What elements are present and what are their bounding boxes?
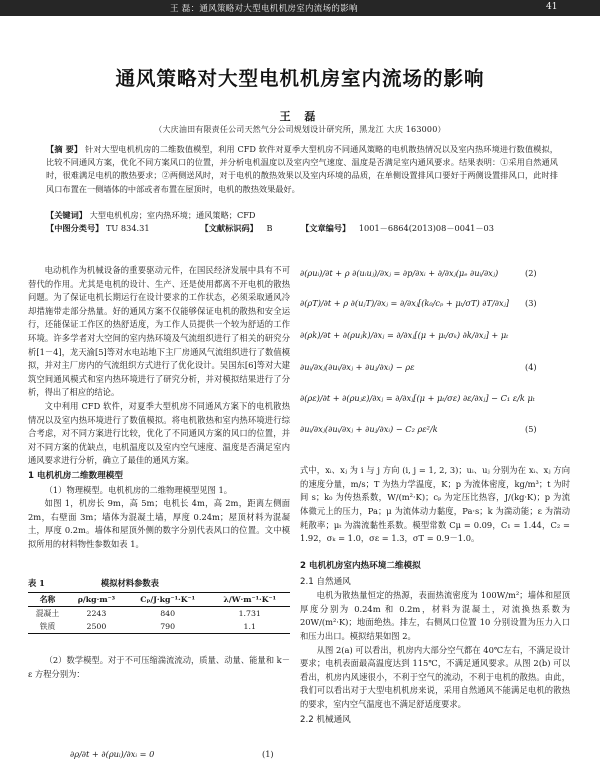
classification-line [46, 223, 558, 234]
table-cell: 2500 [86, 622, 107, 631]
author: 王 磊 [279, 110, 321, 123]
intro-paragraph-2: 文中利用 CFD 软件，对夏季大型机房不同通风方案下的电机散热情况以及室内热环境进行了数值模拟。将电机散热和室内热环境进行综合考虑，对不同方案进行比较，优化了不同通风方案的风口的位置，并对不同方案的优缺点，电机温度以及室内空气速度、温度是否满足室内通风要求进行分析，确立了最佳的通风方案。 [28, 400, 290, 466]
clc-label: 【中图分类号】 [46, 223, 104, 233]
equation-3: ∂(ρT)/∂t + ρ ∂(uⱼT)/∂xⱼ = ∂/∂xⱼ[(k₀/cₚ + μₜ/σT) ∂T/∂xⱼ] [300, 298, 509, 308]
table-caption-text: 模拟材料参数表 [100, 578, 159, 588]
equation-4: ∂(ρk)/∂t + ∂(ρuⱼk)/∂xⱼ = ∂/∂xⱼ[(μ + μₜ/σₖ) ∂k/∂xⱼ] + μₜ [300, 330, 509, 340]
table-header-row [28, 593, 290, 607]
table-header-cell: ρ/kg·m⁻³ [77, 595, 116, 604]
natural-ventilation-paragraph-1: 电机为散热量恒定的热源，表面热流密度为 100W/m²；墙体和屋顶厚度分别为 0.24m 和 0.2m，材料为混凝土，对流换热系数为 20W/(m²·K)；地面绝热。排左，右侧风口位置 10 分别设置为压力入口和压力出口。模拟结果如图 2。 [300, 590, 570, 641]
table-header-cell: λ/W·m⁻¹·K⁻¹ [223, 595, 277, 604]
table-cell: 混凝土 [35, 609, 60, 618]
table-caption-number: 表 1 [28, 578, 45, 588]
table-cell: 2243 [86, 609, 107, 618]
running-title: 王 磊：通风策略对大型电机机房室内流场的影响 [170, 4, 358, 14]
abstract [46, 143, 558, 196]
physical-model-heading: （1）物理模型。电机机房的二维物理模型见图 1。 [44, 484, 233, 495]
table-caption [28, 577, 290, 589]
running-header [0, 0, 600, 16]
article-label: 【文章编号】 [301, 223, 351, 233]
material-table [28, 592, 290, 634]
table-cell: 1.1 [243, 622, 256, 631]
affiliation: （大庆油田有限责任公司天然气分公司规划设计研究所，黑龙江 大庆 163000） [154, 125, 446, 134]
equation-2: ∂(ρuᵢ)/∂t + ρ ∂(uᵢuⱼ)/∂xⱼ = ∂p/∂xᵢ + ∂/∂xⱼ(μₑ ∂uᵢ/∂xⱼ) [300, 268, 499, 278]
page-number: 41 [546, 2, 558, 12]
table-row [28, 607, 290, 621]
equation-1-number: (1) [262, 749, 274, 759]
table-cell: 840 [160, 609, 176, 618]
abstract-text: 针对大型电机机房的二维数值模型，利用 CFD 软件对夏季大型机房不同通风策略的电机散热情况以及室内热环境进行数值模拟，比较不同通风方案，优化不同方案风口的位置，并分析电机温度以及室内空气速度、温度是否满足室内通风要求。结果表明：①采用自然通风时，很难满足电机的散热要求；②两侧送风时，对于电机的散热效果以及室内环境的品质，在单侧设置排风口要好于两侧设置排风口，此时排风口布置在一侧墙体的中部或者布置在屋顶时，电机的散热效果最好。 [46, 144, 558, 194]
equation-5-continued: ∂uᵢ/∂xⱼ(∂uᵢ/∂xⱼ + ∂uⱼ/∂xᵢ) − C₂ ρε²/k [300, 424, 438, 434]
equation-5-number: (5) [525, 424, 537, 434]
table-cell: 1.731 [238, 609, 261, 618]
paper-title: 通风策略对大型电机机房室内流场的影响 [115, 67, 485, 90]
keywords-text: 大型电机机房；室内热环境；通风策略；CFD [89, 210, 256, 220]
natural-ventilation-paragraph-2: 从图 2(a) 可以看出，机房内大部分空气都在 40℃左右，不满足设计要求；电机表面最高温度达到 115℃，不满足通风要求。从图 2(b) 可以看出，机房内风速很小，不利于空气的流动，不利于电机的散热。由此，我们可以看出对于大型电机机房来说，采用自然通风不能满足电机的散热的要求，室内空气温度也不满足舒适度要求。 [300, 644, 570, 709]
left-column-bottom [28, 654, 290, 681]
table-header-cell: 名称 [39, 595, 56, 604]
equation-3-number: (3) [525, 298, 537, 308]
table-row [28, 620, 290, 634]
doc-label: 【文献标识码】 [200, 223, 258, 233]
right-column [300, 558, 570, 727]
table-header-cell: Cₚ/J·kg⁻¹·K⁻¹ [140, 595, 196, 604]
intro-paragraph-1: 电动机作为机械设备的重要驱动元件，在国民经济发展中具有不可替代的作用。尤其是电机的设计、生产、还是使用都离不开电机的散热问题。为了保证电机长期运行在设计要求的工作状态，必须采取通风冷却措施带走部分热量。好的通风方案不仅能够保证电机的散热和安全运行，还能保证工作区的热舒适度，为工作人员提供一个较为舒适的工作环境。许多学者对大空间的室内热环境及气流组织进行了相关的研究分析[1－4]，龙天渝[5]等对水电站地下主厂房通风气流组织进行了数值模拟，并对主厂房内的气流组织方式进行了优化设计。吴国东[6]等对大建筑空间通风模式和室内热环境进行了研究分析，并对模拟结果进行了分析，得出了相应的结论。 [28, 265, 290, 398]
variable-definitions-text: 式中，xᵢ、xⱼ 为 i 与 j 方向 (i, j = 1, 2, 3)；uᵢ、uⱼ 分别为在 xᵢ、xⱼ 方向的速度分量，m/s；T 为热力学温度，K；p 为流体密度，kg/m³；t 为时间 s；k₀ 为传热系数，W/(m²·K)；cₚ 为定压比热容，J/(kg·K)；p 为流体微元上的压力，Pa；μ 为流体动力黏度，Pa·s；k 为湍动能；ε 为湍动耗散率；μₜ 为湍流黏性系数。模型常数 Cμ = 0.09，C₁ = 1.44，C₂ = 1.92，σₖ = 1.0，σε = 1.3，σT = 0.9－1.0。 [300, 465, 570, 544]
doc-value: B [266, 223, 273, 233]
article-value: 1001－6864(2013)08－0041－03 [358, 223, 494, 233]
abstract-label: 【摘 要】 [46, 144, 83, 154]
equation-5: ∂(ρε)/∂t + ∂(ρuⱼε)/∂xⱼ = ∂/∂xⱼ[(μ + μₜ/σε) ∂ε/∂xⱼ] − C₁ ε/k μₜ [300, 393, 535, 403]
math-model-heading: （2）数学模型。对于不可压缩湍流流动，质量、动量、能量和 k－ε 方程分别为： [28, 655, 290, 679]
equation-4-number: (4) [525, 362, 537, 372]
equation-2-number: (2) [525, 268, 537, 278]
keywords-label: 【关键词】 [46, 210, 87, 220]
section-1-heading: 1 电机机房二维数理模型 [28, 470, 123, 481]
equation-4-continued: ∂uᵢ/∂xⱼ(∂uᵢ/∂xⱼ + ∂uⱼ/∂xᵢ) − ρε [300, 362, 415, 372]
variable-definitions [300, 456, 570, 554]
left-column [28, 264, 290, 551]
clc-value: TU 834.31 [105, 223, 150, 233]
table-cell: 790 [160, 622, 176, 631]
physical-model-text: 如图 1，机房长 9m，高 5m；电机长 4m，高 2m，距离左侧面 2m，右壁面 3m；墙体为混凝土墙，厚度 0.24m；屋顶材料为混凝土，厚度 0.2m。墙体和屋顶外侧的数字分别代表风口的位置。文中模拟所用的材料物性参数如表 1。 [28, 498, 290, 549]
keywords [46, 210, 558, 221]
table-cell: 铁质 [39, 622, 56, 631]
equation-1: ∂ρ/∂t + ∂(ρuᵢ)/∂xᵢ = 0 [70, 749, 155, 759]
subsection-2-2-heading: 2.2 机械通风 [300, 714, 351, 725]
subsection-2-1-heading: 2.1 自然通风 [300, 576, 351, 587]
section-2-heading: 2 电机机房室内热环境二维模拟 [300, 561, 421, 571]
